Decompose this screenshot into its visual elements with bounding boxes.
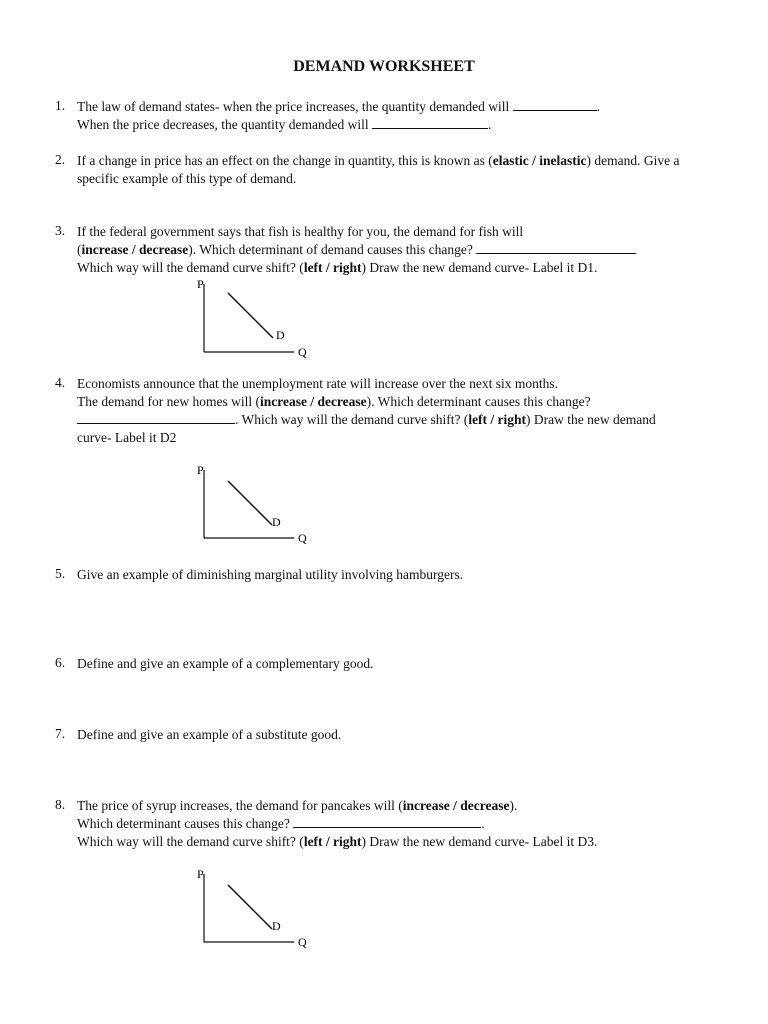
question-text: When the price decreases, the quantity demanded will <box>77 117 373 132</box>
question-text: Which way will the demand curve shift? ( <box>77 834 304 849</box>
question-number: 6. <box>55 655 66 670</box>
question-text: ) Draw the new demand curve- Label it D3. <box>361 834 598 849</box>
quantity-axis-label: Q <box>298 531 307 545</box>
question-text: ). Which determinant causes this change? <box>366 394 591 409</box>
demand-curve <box>228 481 272 525</box>
price-axis-label: P <box>197 463 204 477</box>
quantity-axis-label: Q <box>298 345 307 359</box>
price-axis-label: P <box>197 277 204 291</box>
punctuation: . <box>481 816 485 831</box>
question-text: Which determinant causes this change? <box>77 816 294 831</box>
choice-text: increase / decrease <box>259 394 367 409</box>
question-text: ) Draw the new demand curve- Label it D1. <box>361 260 598 275</box>
demand-curve <box>228 293 273 338</box>
choice-text: left / right <box>468 412 527 427</box>
demand-curve-label: D <box>272 919 281 933</box>
question-text: The demand for new homes will ( <box>77 394 260 409</box>
question-text: If a change in price has an effect on the change in quantity, this is known as ( <box>77 153 493 168</box>
demand-curve-label: D <box>276 328 285 342</box>
answer-blank[interactable] <box>77 412 235 424</box>
question-text: Economists announce that the unemployment rate will increase over the next six months. <box>77 376 559 391</box>
question-text: The law of demand states- when the price increases, the quantity demanded will <box>77 99 513 114</box>
question-number: 7. <box>55 726 66 741</box>
price-axis-label: P <box>197 867 204 881</box>
demand-graph-svg <box>190 866 310 950</box>
demand-graph-1[interactable] <box>190 276 310 360</box>
demand-curve <box>228 885 272 929</box>
choice-text: increase / decrease <box>402 798 510 813</box>
question-text: Give an example of diminishing marginal utility involving hamburgers. <box>77 567 464 582</box>
answer-blank[interactable] <box>293 816 481 828</box>
demand-curve-label: D <box>272 515 281 529</box>
question-text: . Which way will the demand curve shift? ( <box>235 412 469 427</box>
question-text: ). Which determinant of demand causes this change? <box>188 242 477 257</box>
demand-graph-svg <box>190 462 310 546</box>
question-text: ) demand. Give a <box>586 153 680 168</box>
quantity-axis-label: Q <box>298 935 307 949</box>
question-number: 2. <box>55 152 66 167</box>
question-number: 8. <box>55 797 66 812</box>
question-text: ) Draw the new demand <box>526 412 656 427</box>
question-number: 3. <box>55 223 66 238</box>
question-text: ( <box>77 242 82 257</box>
choice-text: elastic / inelastic <box>492 153 587 168</box>
question-number: 1. <box>55 98 66 113</box>
punctuation: . <box>596 99 600 114</box>
question-number: 5. <box>55 566 66 581</box>
question-text: Which way will the demand curve shift? ( <box>77 260 304 275</box>
question-text: Define and give an example of a substitute good. <box>77 727 342 742</box>
punctuation: . <box>488 117 492 132</box>
answer-blank[interactable] <box>476 242 636 254</box>
question-text: curve- Label it D2 <box>77 430 177 445</box>
question-text: The price of syrup increases, the demand for pancakes will ( <box>77 798 403 813</box>
demand-graph-2[interactable] <box>190 462 310 546</box>
choice-text: left / right <box>303 260 362 275</box>
question-text: If the federal government says that fish is healthy for you, the demand for fish will <box>77 224 524 239</box>
choice-text: left / right <box>303 834 362 849</box>
demand-graph-svg <box>190 276 310 360</box>
demand-graph-3[interactable] <box>190 866 310 950</box>
answer-blank[interactable] <box>372 117 488 129</box>
choice-text: increase / decrease <box>81 242 189 257</box>
question-text: specific example of this type of demand. <box>77 171 297 186</box>
question-text: Define and give an example of a complementary good. <box>77 656 374 671</box>
worksheet-title: DEMAND WORKSHEET <box>293 58 475 75</box>
answer-blank[interactable] <box>513 99 597 111</box>
question-text: ). <box>509 798 518 813</box>
question-number: 4. <box>55 375 66 390</box>
